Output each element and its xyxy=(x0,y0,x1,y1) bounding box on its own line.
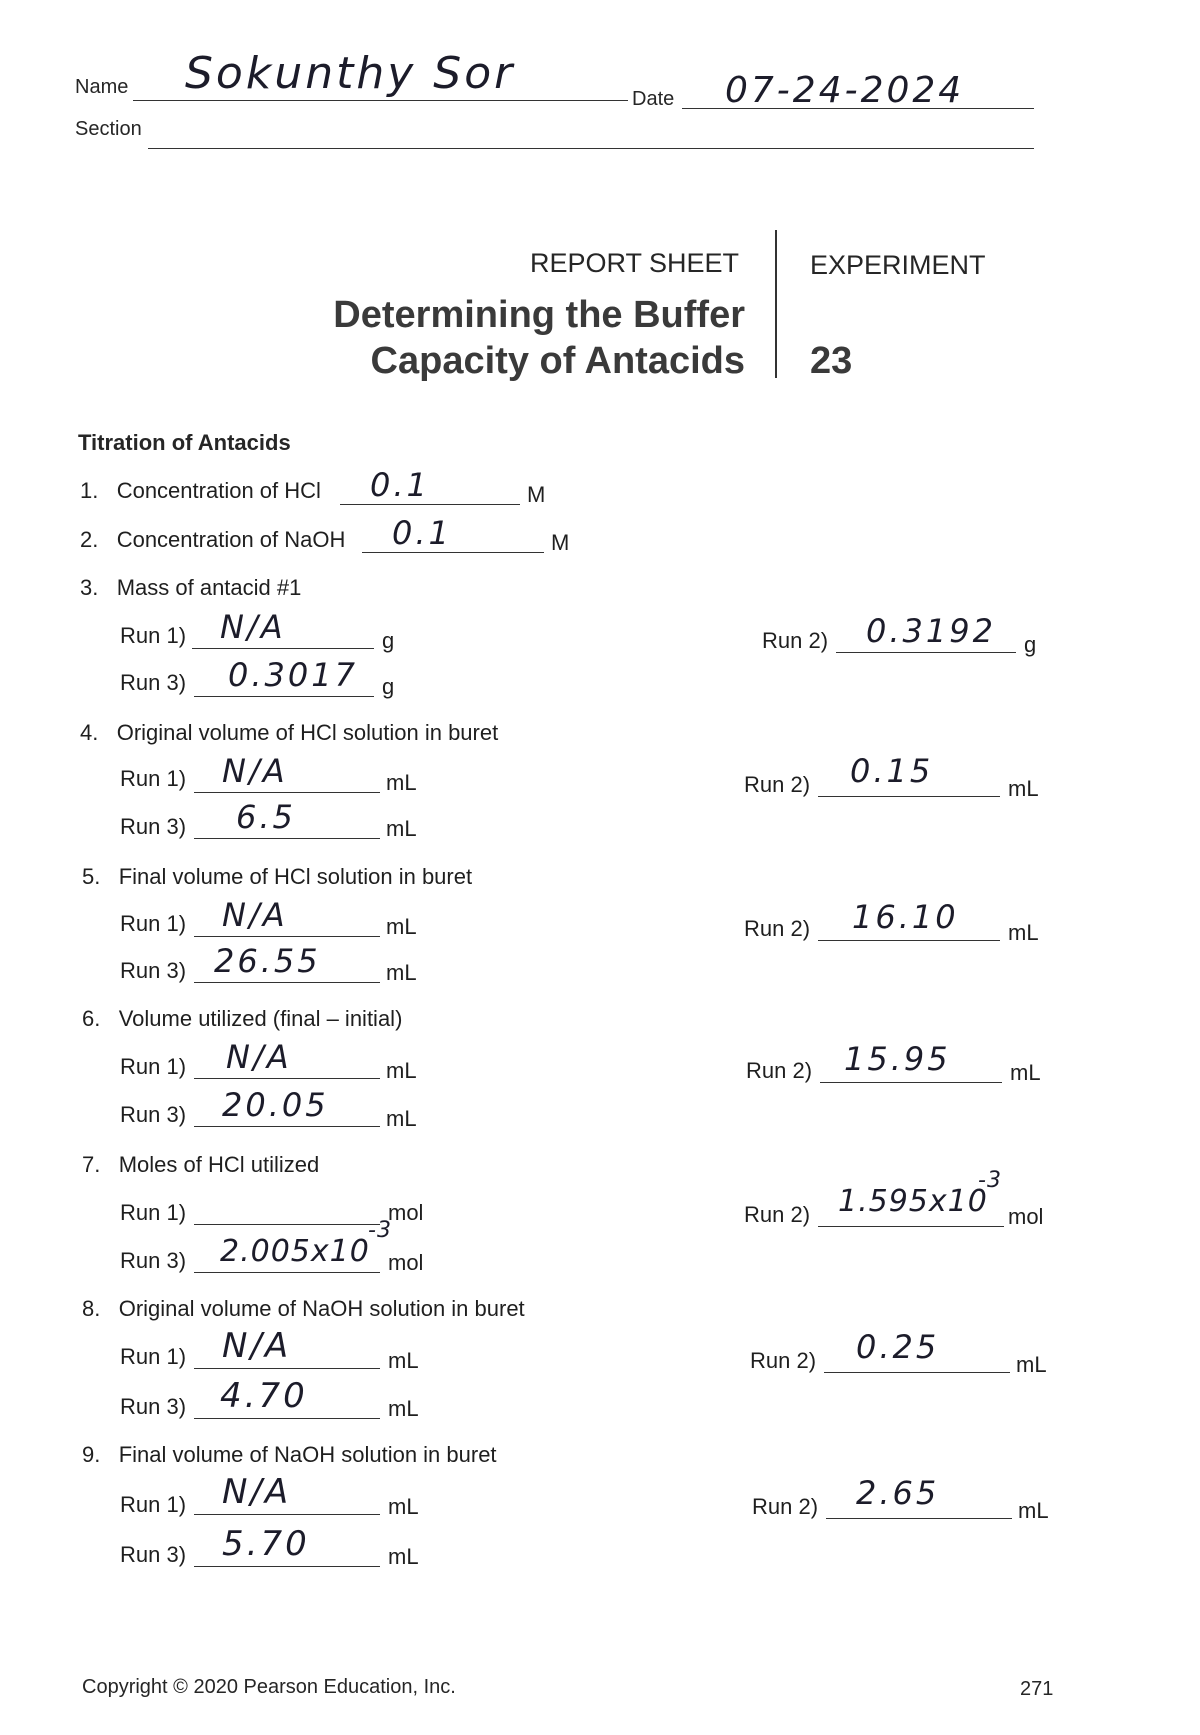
item-number: 7. xyxy=(82,1152,101,1177)
moles-run3-value: 2.005x10 xyxy=(220,1234,370,1269)
item-text: Moles of HCl utilized xyxy=(118,1152,320,1177)
naoh-initial-run1-value: N/A xyxy=(222,1326,292,1366)
mass-run3-value: 0.3017 xyxy=(228,656,358,694)
run3-label: Run 3) xyxy=(120,958,187,983)
hcl-used-run2-value: 15.95 xyxy=(844,1040,951,1078)
item-2 xyxy=(80,527,345,553)
run1-label: Run 1) xyxy=(120,623,187,648)
title-divider xyxy=(775,230,777,378)
mass-run2-value: 0.3192 xyxy=(866,612,996,650)
hcl-final-run3-value: 26.55 xyxy=(214,942,321,980)
run2-label: Run 2) xyxy=(746,1058,813,1083)
naoh-initial-run2-unit: mL xyxy=(1016,1352,1047,1377)
item-number: 6. xyxy=(82,1006,101,1031)
run1-label: Run 1) xyxy=(120,1200,187,1225)
item-3 xyxy=(80,575,301,601)
naoh-final-run2-value: 2.65 xyxy=(856,1474,940,1512)
hcl-concentration-value: 0.1 xyxy=(370,466,430,504)
hcl-used-run1-unit: mL xyxy=(386,1058,417,1083)
mass-run1-value: N/A xyxy=(220,608,286,646)
item-text: Concentration of NaOH xyxy=(116,527,346,552)
date-label: Date xyxy=(632,88,675,110)
item-number: 5. xyxy=(82,864,101,889)
moles-run3-unit: mol xyxy=(388,1250,424,1275)
item-text: Concentration of HCl xyxy=(116,478,321,503)
item-text: Final volume of HCl solution in buret xyxy=(118,864,473,889)
naoh-final-run1-unit: mL xyxy=(388,1494,419,1519)
title-line-2: Capacity of Antacids xyxy=(370,340,745,382)
moles-run1-field[interactable] xyxy=(194,1188,380,1225)
hcl-concentration-field[interactable] xyxy=(340,470,520,505)
hcl-initial-run2-value: 0.15 xyxy=(850,752,934,790)
item-text: Mass of antacid #1 xyxy=(116,575,302,600)
hcl-used-run3-unit: mL xyxy=(386,1106,417,1131)
hcl-used-run2-unit: mL xyxy=(1010,1060,1041,1085)
item-number: 3. xyxy=(80,575,99,600)
naoh-concentration-field[interactable] xyxy=(362,518,544,553)
mass-run3-unit: g xyxy=(382,674,395,699)
hcl-initial-run1-unit: mL xyxy=(386,770,417,795)
naoh-initial-run1-unit: mL xyxy=(388,1348,419,1373)
hcl-initial-run3-unit: mL xyxy=(386,816,417,841)
hcl-initial-run1-value: N/A xyxy=(222,752,288,790)
hcl-initial-run2-unit: mL xyxy=(1008,776,1039,801)
item-number: 8. xyxy=(82,1296,101,1321)
section-label: Section xyxy=(75,118,142,140)
name-label: Name xyxy=(75,76,129,98)
hcl-initial-run3-value: 6.5 xyxy=(236,798,296,836)
item-number: 4. xyxy=(80,720,99,745)
run1-label: Run 1) xyxy=(120,766,187,791)
naoh-initial-run3-value: 4.70 xyxy=(220,1376,308,1416)
item-text: Original volume of NaOH solution in buret xyxy=(118,1296,525,1321)
mass-run1-unit: g xyxy=(382,628,395,653)
report-sheet-label: REPORT SHEET xyxy=(530,248,740,278)
item-5 xyxy=(82,864,472,890)
run3-label: Run 3) xyxy=(120,1102,187,1127)
run2-label: Run 2) xyxy=(750,1348,817,1373)
moles-run2-unit: mol xyxy=(1008,1204,1044,1229)
naoh-final-run1-value: N/A xyxy=(222,1472,292,1512)
item-7 xyxy=(82,1152,319,1178)
run1-label: Run 1) xyxy=(120,1054,187,1079)
hcl-final-run1-unit: mL xyxy=(386,914,417,939)
title-line-1: Determining the Buffer xyxy=(333,294,745,336)
item-number: 1. xyxy=(80,478,99,503)
run1-label: Run 1) xyxy=(120,1344,187,1369)
run3-label: Run 3) xyxy=(120,1248,187,1273)
run2-label: Run 2) xyxy=(744,1202,811,1227)
moles-run2-exponent: -3 xyxy=(978,1168,1002,1193)
hcl-used-run1-value: N/A xyxy=(226,1038,292,1076)
run3-label: Run 3) xyxy=(120,814,187,839)
hcl-final-run1-value: N/A xyxy=(222,896,288,934)
naoh-final-run3-unit: mL xyxy=(388,1544,419,1569)
hcl-used-run3-value: 20.05 xyxy=(222,1086,329,1124)
run2-label: Run 2) xyxy=(752,1494,819,1519)
experiment-label: EXPERIMENT xyxy=(810,250,986,280)
name-value: Sokunthy Sor xyxy=(185,48,516,99)
hcl-final-run2-unit: mL xyxy=(1008,920,1039,945)
naoh-concentration-unit: M xyxy=(551,530,570,555)
item-text: Volume utilized (final – initial) xyxy=(118,1006,403,1031)
moles-run2-value: 1.595x10 xyxy=(838,1184,988,1219)
item-4 xyxy=(80,720,498,746)
run3-label: Run 3) xyxy=(120,1542,187,1567)
run2-label: Run 2) xyxy=(744,916,811,941)
item-text: Final volume of NaOH solution in buret xyxy=(118,1442,497,1467)
naoh-concentration-value: 0.1 xyxy=(392,514,452,552)
item-8 xyxy=(82,1296,525,1322)
moles-run1-unit: mol xyxy=(388,1200,424,1225)
date-value: 07-24-2024 xyxy=(725,70,965,111)
section-heading: Titration of Antacids xyxy=(78,430,291,455)
item-1 xyxy=(80,478,321,504)
item-text: Original volume of HCl solution in buret xyxy=(116,720,499,745)
mass-run2-unit: g xyxy=(1024,632,1037,657)
section-field[interactable] xyxy=(148,112,1034,149)
page-title xyxy=(240,292,745,384)
item-6 xyxy=(82,1006,402,1032)
hcl-final-run3-unit: mL xyxy=(386,960,417,985)
naoh-initial-run3-unit: mL xyxy=(388,1396,419,1421)
experiment-number: 23 xyxy=(810,340,853,382)
moles-run3-exponent: -3 xyxy=(368,1218,392,1243)
item-9 xyxy=(82,1442,497,1468)
naoh-initial-run2-value: 0.25 xyxy=(856,1328,940,1366)
copyright-text: Copyright © 2020 Pearson Education, Inc. xyxy=(82,1676,456,1698)
hcl-final-run2-value: 16.10 xyxy=(852,898,959,936)
run2-label: Run 2) xyxy=(744,772,811,797)
hcl-concentration-unit: M xyxy=(527,482,546,507)
page-number: 271 xyxy=(1020,1678,1054,1700)
item-number: 9. xyxy=(82,1442,101,1467)
run3-label: Run 3) xyxy=(120,1394,187,1419)
run1-label: Run 1) xyxy=(120,911,187,936)
naoh-final-run3-value: 5.70 xyxy=(222,1524,310,1564)
naoh-final-run2-unit: mL xyxy=(1018,1498,1049,1523)
run1-label: Run 1) xyxy=(120,1492,187,1517)
item-number: 2. xyxy=(80,527,99,552)
run2-label: Run 2) xyxy=(762,628,829,653)
run3-label: Run 3) xyxy=(120,670,187,695)
